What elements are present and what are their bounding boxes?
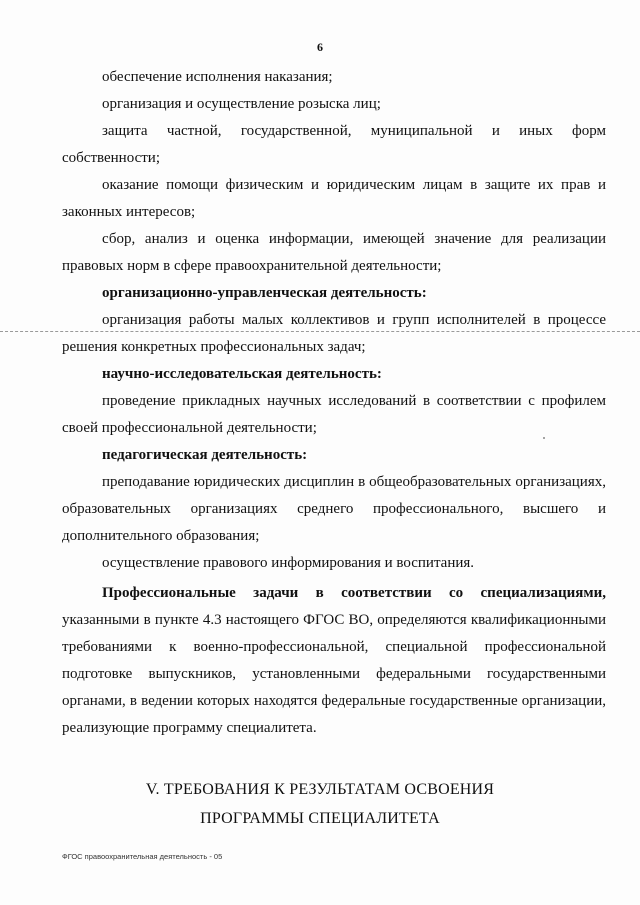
professional-tasks-bold-lead: Профессиональные задачи в соответствии со специализациями,	[102, 585, 606, 601]
document-footer: ФГОС правоохранительная деятельность - 05	[62, 852, 223, 861]
paragraph-legal-assistance: оказание помощи физическим и юридическим лицам в защите их прав и законных интересов;	[62, 177, 606, 220]
page-body	[62, 64, 606, 742]
paragraph-teaching: преподавание юридических дисциплин в общеобразовательных организациях, образовательных организациях среднего профессионального, высшего и дополнительного образования;	[62, 474, 606, 544]
paragraph-information-analysis: сбор, анализ и оценка информации, имеющей значение для реализации правовых норм в сфере правоохранительной деятельности;	[62, 231, 606, 274]
paragraph-protection-of-property: защита частной, государственной, муниципальной и иных форм собственности;	[62, 123, 606, 166]
paragraph-search-of-persons: организация и осуществление розыска лиц;	[102, 96, 381, 112]
heading-research-activity: научно-исследовательская деятельность:	[102, 366, 382, 382]
paragraph-legal-education: осуществление правового информирования и воспитания.	[102, 555, 475, 571]
heading-pedagogical-activity: педагогическая деятельность:	[102, 447, 308, 463]
professional-tasks-body: указанными в пункте 4.3 настоящего ФГОС ВО, определяются квалификационными требованиями к военно-профессиональной, специальной профессиональной подготовке выпускников, установленными федеральными государственными органами, в ведении которых находятся федеральные государственные организации, реализующие программу специалитета.	[62, 612, 606, 736]
page-number: 6	[317, 40, 323, 54]
paragraph-professional-tasks	[62, 580, 606, 742]
paragraph-execution-of-punishment: обеспечение исполнения наказания;	[102, 69, 333, 85]
paragraph-applied-research: проведение прикладных научных исследований в соответствии с профилем своей профессиональной деятельности;	[62, 393, 606, 436]
paragraph-team-management: организация работы малых коллективов и групп исполнителей в процессе решения конкретных профессиональных задач;	[62, 312, 606, 355]
heading-organizational-activity: организационно-управленческая деятельность:	[102, 285, 427, 301]
scan-speck	[543, 437, 545, 439]
section-heading-line2: ПРОГРАММЫ СПЕЦИАЛИТЕТА	[200, 810, 440, 827]
section-heading-line1: V. ТРЕБОВАНИЯ К РЕЗУЛЬТАТАМ ОСВОЕНИЯ	[145, 781, 495, 798]
